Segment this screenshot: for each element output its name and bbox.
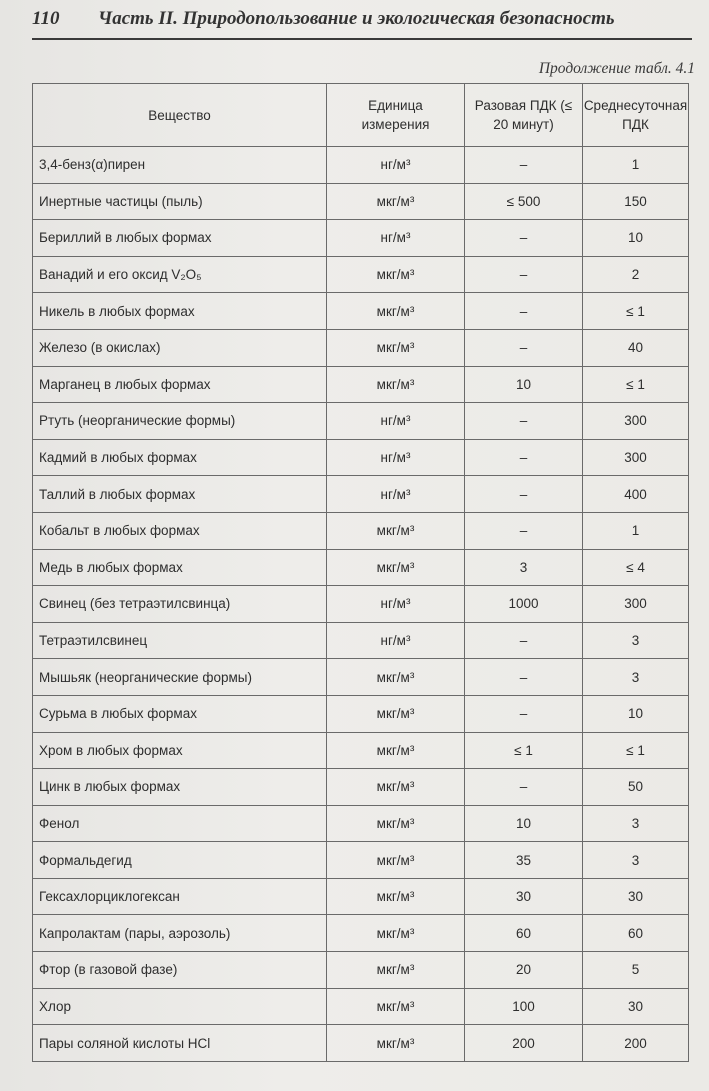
substance-cell: Ртуть (неорганические формы) bbox=[33, 403, 327, 440]
daily-pdk-cell: 150 bbox=[583, 183, 689, 220]
daily-pdk-cell: ≤ 4 bbox=[583, 549, 689, 586]
daily-pdk-cell: 1 bbox=[583, 147, 689, 184]
substance-cell: Тетраэтилсвинец bbox=[33, 622, 327, 659]
unit-cell: нг/м³ bbox=[327, 622, 465, 659]
table-row bbox=[33, 366, 689, 403]
unit-cell: мкг/м³ bbox=[327, 952, 465, 989]
substance-cell: Сурьма в любых формах bbox=[33, 695, 327, 732]
header-single-text: Разовая ПДК (≤ 20 минут) bbox=[474, 98, 573, 132]
single-pdk-cell: – bbox=[465, 512, 583, 549]
daily-pdk-cell: 1 bbox=[583, 512, 689, 549]
substance-cell: Цинк в любых формах bbox=[33, 769, 327, 806]
daily-pdk-cell: 3 bbox=[583, 659, 689, 696]
single-pdk-cell: – bbox=[465, 403, 583, 440]
daily-pdk-cell: ≤ 1 bbox=[583, 732, 689, 769]
header-rule bbox=[32, 38, 692, 40]
daily-pdk-cell: 10 bbox=[583, 220, 689, 257]
single-pdk-cell: 30 bbox=[465, 878, 583, 915]
table-row bbox=[33, 622, 689, 659]
unit-cell: мкг/м³ bbox=[327, 1025, 465, 1062]
table-row bbox=[33, 805, 689, 842]
table-row bbox=[33, 147, 689, 184]
unit-cell: мкг/м³ bbox=[327, 988, 465, 1025]
table-row bbox=[33, 769, 689, 806]
single-pdk-cell: – bbox=[465, 439, 583, 476]
daily-pdk-cell: 60 bbox=[583, 915, 689, 952]
unit-cell: мкг/м³ bbox=[327, 183, 465, 220]
header-single bbox=[465, 84, 583, 147]
daily-pdk-cell: ≤ 1 bbox=[583, 366, 689, 403]
unit-cell: нг/м³ bbox=[327, 476, 465, 513]
single-pdk-cell: – bbox=[465, 659, 583, 696]
daily-pdk-cell: 2 bbox=[583, 256, 689, 293]
unit-cell: мкг/м³ bbox=[327, 329, 465, 366]
table-row bbox=[33, 988, 689, 1025]
substance-cell: Пары соляной кислоты HCl bbox=[33, 1025, 327, 1062]
chapter-title: Часть II. Природопользование и экологическая безопасность bbox=[98, 8, 615, 29]
unit-cell: мкг/м³ bbox=[327, 366, 465, 403]
daily-pdk-cell: 300 bbox=[583, 439, 689, 476]
single-pdk-cell: – bbox=[465, 622, 583, 659]
table-continuation-caption: Продолжение табл. 4.1 bbox=[538, 60, 695, 77]
substance-cell: Железо (в окислах) bbox=[33, 329, 327, 366]
substance-cell: Кадмий в любых формах bbox=[33, 439, 327, 476]
substance-cell: Марганец в любых формах bbox=[33, 366, 327, 403]
header-daily-text: Среднесуточная ПДК bbox=[583, 98, 688, 132]
table-row bbox=[33, 439, 689, 476]
header-daily bbox=[583, 84, 689, 147]
single-pdk-cell: – bbox=[465, 220, 583, 257]
table-row bbox=[33, 403, 689, 440]
daily-pdk-cell: 300 bbox=[583, 403, 689, 440]
table-row bbox=[33, 329, 689, 366]
running-head bbox=[32, 8, 692, 38]
table-row bbox=[33, 183, 689, 220]
unit-cell: мкг/м³ bbox=[327, 878, 465, 915]
table-row bbox=[33, 878, 689, 915]
daily-pdk-cell: 3 bbox=[583, 622, 689, 659]
substance-cell: Капролактам (пары, аэрозоль) bbox=[33, 915, 327, 952]
single-pdk-cell: 10 bbox=[465, 805, 583, 842]
daily-pdk-cell: 300 bbox=[583, 586, 689, 623]
table-row bbox=[33, 586, 689, 623]
single-pdk-cell: 35 bbox=[465, 842, 583, 879]
table-row bbox=[33, 549, 689, 586]
single-pdk-cell: 60 bbox=[465, 915, 583, 952]
single-pdk-cell: – bbox=[465, 476, 583, 513]
daily-pdk-cell: 400 bbox=[583, 476, 689, 513]
substance-cell: Фенол bbox=[33, 805, 327, 842]
daily-pdk-cell: 3 bbox=[583, 805, 689, 842]
substance-cell: Таллий в любых формах bbox=[33, 476, 327, 513]
unit-cell: мкг/м³ bbox=[327, 842, 465, 879]
table-body bbox=[33, 147, 689, 1062]
unit-cell: мкг/м³ bbox=[327, 512, 465, 549]
daily-pdk-cell: 10 bbox=[583, 695, 689, 732]
single-pdk-cell: 200 bbox=[465, 1025, 583, 1062]
header-substance: Вещество bbox=[33, 84, 327, 147]
single-pdk-cell: 3 bbox=[465, 549, 583, 586]
table-row bbox=[33, 695, 689, 732]
table-row bbox=[33, 1025, 689, 1062]
single-pdk-cell: – bbox=[465, 769, 583, 806]
unit-cell: мкг/м³ bbox=[327, 293, 465, 330]
substance-cell: Инертные частицы (пыль) bbox=[33, 183, 327, 220]
unit-cell: мкг/м³ bbox=[327, 659, 465, 696]
single-pdk-cell: – bbox=[465, 695, 583, 732]
daily-pdk-cell: ≤ 1 bbox=[583, 293, 689, 330]
daily-pdk-cell: 50 bbox=[583, 769, 689, 806]
daily-pdk-cell: 5 bbox=[583, 952, 689, 989]
substance-cell: 3,4-бенз(α)пирен bbox=[33, 147, 327, 184]
page-number: 110 bbox=[32, 8, 60, 29]
single-pdk-cell: ≤ 500 bbox=[465, 183, 583, 220]
pdk-table bbox=[32, 83, 689, 1062]
header-unit bbox=[327, 84, 465, 147]
unit-cell: мкг/м³ bbox=[327, 695, 465, 732]
table-row bbox=[33, 732, 689, 769]
table-row bbox=[33, 659, 689, 696]
unit-cell: мкг/м³ bbox=[327, 805, 465, 842]
table-row bbox=[33, 293, 689, 330]
daily-pdk-cell: 30 bbox=[583, 878, 689, 915]
table-header-row bbox=[33, 84, 689, 147]
unit-cell: мкг/м³ bbox=[327, 256, 465, 293]
unit-cell: мкг/м³ bbox=[327, 769, 465, 806]
substance-cell: Кобальт в любых формах bbox=[33, 512, 327, 549]
unit-cell: нг/м³ bbox=[327, 586, 465, 623]
table-row bbox=[33, 220, 689, 257]
table-row bbox=[33, 842, 689, 879]
substance-cell: Формальдегид bbox=[33, 842, 327, 879]
table-row bbox=[33, 512, 689, 549]
unit-cell: мкг/м³ bbox=[327, 549, 465, 586]
table-row bbox=[33, 476, 689, 513]
substance-cell: Медь в любых формах bbox=[33, 549, 327, 586]
single-pdk-cell: ≤ 1 bbox=[465, 732, 583, 769]
substance-cell: Свинец (без тетраэтилсвинца) bbox=[33, 586, 327, 623]
substance-cell: Мышьяк (неорганические формы) bbox=[33, 659, 327, 696]
substance-cell: Хром в любых формах bbox=[33, 732, 327, 769]
table-row bbox=[33, 952, 689, 989]
daily-pdk-cell: 200 bbox=[583, 1025, 689, 1062]
unit-cell: нг/м³ bbox=[327, 220, 465, 257]
daily-pdk-cell: 30 bbox=[583, 988, 689, 1025]
table-row bbox=[33, 256, 689, 293]
single-pdk-cell: 1000 bbox=[465, 586, 583, 623]
table-row bbox=[33, 915, 689, 952]
single-pdk-cell: – bbox=[465, 293, 583, 330]
single-pdk-cell: – bbox=[465, 329, 583, 366]
substance-cell: Бериллий в любых формах bbox=[33, 220, 327, 257]
unit-cell: нг/м³ bbox=[327, 439, 465, 476]
single-pdk-cell: 100 bbox=[465, 988, 583, 1025]
daily-pdk-cell: 40 bbox=[583, 329, 689, 366]
unit-cell: нг/м³ bbox=[327, 403, 465, 440]
substance-cell: Никель в любых формах bbox=[33, 293, 327, 330]
single-pdk-cell: 20 bbox=[465, 952, 583, 989]
substance-cell: Фтор (в газовой фазе) bbox=[33, 952, 327, 989]
unit-cell: мкг/м³ bbox=[327, 915, 465, 952]
single-pdk-cell: – bbox=[465, 256, 583, 293]
unit-cell: мкг/м³ bbox=[327, 732, 465, 769]
header-unit-text: Единица измерения bbox=[361, 98, 430, 132]
single-pdk-cell: – bbox=[465, 147, 583, 184]
substance-cell: Хлор bbox=[33, 988, 327, 1025]
daily-pdk-cell: 3 bbox=[583, 842, 689, 879]
single-pdk-cell: 10 bbox=[465, 366, 583, 403]
substance-cell: Ванадий и его оксид V₂O₅ bbox=[33, 256, 327, 293]
substance-cell: Гексахлорциклогексан bbox=[33, 878, 327, 915]
unit-cell: нг/м³ bbox=[327, 147, 465, 184]
